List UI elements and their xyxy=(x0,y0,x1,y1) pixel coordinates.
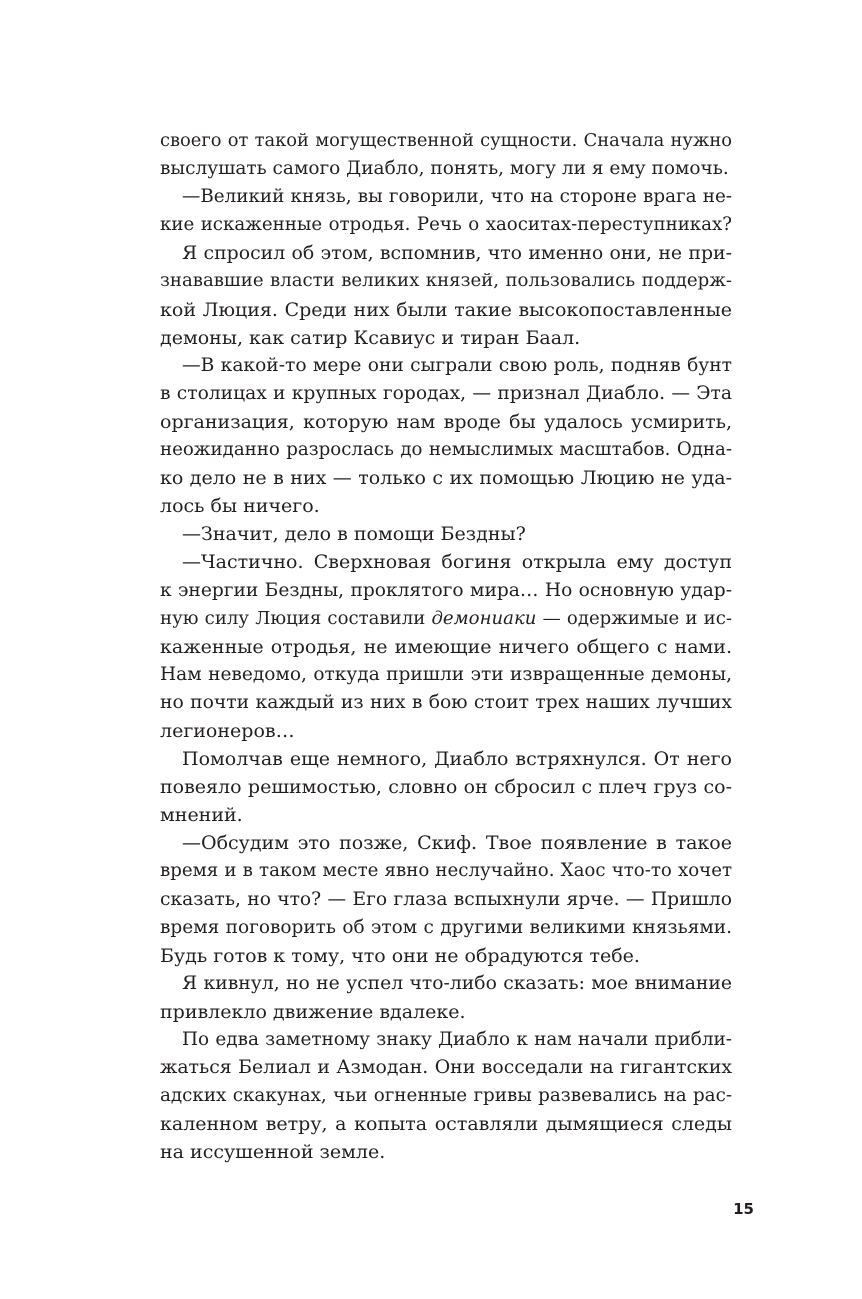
text-line: выслушать самого Диабло, понять, могу ли я ему помочь. xyxy=(160,158,729,180)
text-line: легионеров… xyxy=(160,719,295,742)
text-line: —В какой-то мере они сыграли свою роль, подняв бунт xyxy=(182,354,732,376)
text-line: привлекло движение вдалеке. xyxy=(160,1000,466,1023)
body-text xyxy=(160,127,732,1166)
text-line: Помолчав еще немного, Диабло встряхнулся. От него xyxy=(182,748,732,771)
text-line: —Обсудим это позже, Скиф. Твое появление в такое xyxy=(182,832,732,855)
text-line: ко дело не в них — только с их помощью Люцию не уда- xyxy=(160,467,732,490)
text-line: каженные отродья, не имеющие ничего общего с нами. xyxy=(160,635,732,658)
text-line: Я спросил об этом, вспомнив, что именно они, не при- xyxy=(182,242,732,265)
text-line: в столицах и крупных городах, — признал Диабло. — Эта xyxy=(160,382,732,404)
text-line: По едва заметному знаку Диабло к нам начали прибли- xyxy=(182,1029,732,1050)
text-line: неожиданно разрослась до немыслимых масштабов. Одна- xyxy=(160,439,732,461)
text-segment: ную силу Люция составили xyxy=(160,607,432,629)
text-line: кой Люция. Среди них были такие высокопоставленные xyxy=(160,298,732,321)
text-line: сказать, но что? — Его глаза вспыхнули ярче. — Пришло xyxy=(160,888,732,910)
text-line: своего от такой могущественной сущности. Сначала нужно xyxy=(160,130,732,151)
text-line: Я кивнул, но не успел что-либо сказать: мое внимание xyxy=(182,972,732,994)
text-line: —Великий князь, вы говорили, что на стороне врага не- xyxy=(182,186,732,208)
text-line: каленном ветру, а копыта оставляли дымящиеся следы xyxy=(160,1113,732,1136)
text-line-mixed xyxy=(160,605,732,633)
text-line: знававшие власти великих князей, пользовались поддерж- xyxy=(160,270,732,292)
text-segment: — одержимые и ис- xyxy=(536,607,732,629)
page-number: 15 xyxy=(733,1200,754,1218)
text-line: повеяло решимостью, словно он сбросил с плеч груз со- xyxy=(160,776,732,799)
text-line: Нам неведомо, откуда пришли эти извращенные демоны, xyxy=(160,663,732,685)
text-line: адских скакунах, чьи огненные гривы развевались на рас- xyxy=(160,1085,732,1107)
text-line: организация, которую нам вроде бы удалось усмирить, xyxy=(160,410,732,433)
text-line: жаться Белиал и Азмодан. Они восседали на гигантских xyxy=(160,1057,732,1079)
text-line: —Значит, дело в помощи Бездны? xyxy=(182,523,526,546)
text-line: время и в таком месте явно неслучайно. Хаос что-то хочет xyxy=(160,860,732,882)
text-line: лось бы ничего. xyxy=(160,495,320,518)
text-line: время поговорить об этом с другими великими князьями. xyxy=(160,916,732,938)
text-line: демоны, как сатир Ксавиус и тиран Баал. xyxy=(160,326,581,349)
italic-term: демониаки xyxy=(431,607,537,629)
text-line: к энергии Бездны, проклятого мира… Но основную удар- xyxy=(160,579,732,601)
text-line: на иссушенной земле. xyxy=(160,1141,386,1164)
text-line: мнений. xyxy=(160,804,243,827)
text-line: кие искаженные отродья. Речь о хаоситах-переступниках? xyxy=(160,214,732,236)
text-line: Будь готов к тому, что они не обрадуются тебе. xyxy=(160,944,640,967)
text-line: —Частично. Сверхновая богиня открыла ему доступ xyxy=(182,551,732,574)
text-line: но почти каждый из них в бою стоит трех наших лучших xyxy=(160,691,732,713)
